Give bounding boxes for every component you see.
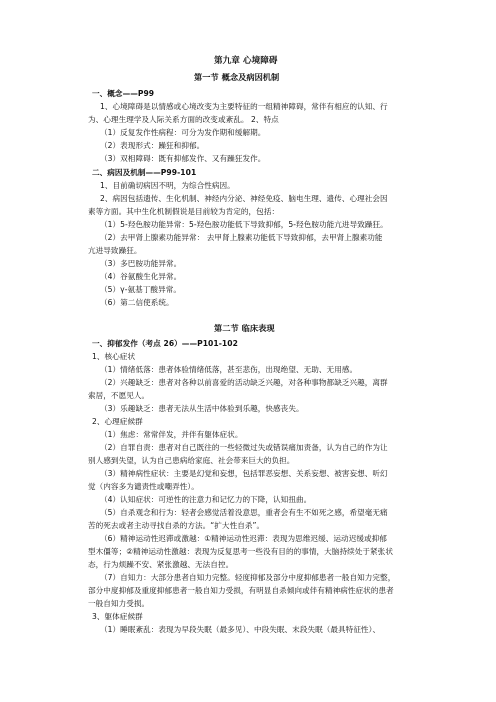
list-item: 一般自知力受损。 [88,599,150,608]
list-item: 觉（内容多为谴责性或嘲弄性）。 [88,482,199,491]
list-item: （3）多巴胺功能异常。 [100,259,182,268]
heading-etiology: 二、病因及机制——P99-101 [92,168,197,177]
subheading-psych-syndrome: 2、心理症候群 [92,417,143,426]
list-item: （4）谷氨酸生化异常。 [100,272,182,281]
list-item: 别人感到失望，认为自己患病给家庭、社会带来巨大的负担。 [88,456,295,465]
list-item: （1）情绪低落：患者体验情绪低落，甚至悲伤，出现绝望、无助、无用感。 [100,365,358,374]
list-item: 亢进导致躁狂。 [88,246,142,255]
list-item: （2）表现形式：躁狂和抑郁。 [100,141,205,150]
paragraph-line: 为、心理生理学及人际关系方面的改变或紊乱。 2、特点 [88,115,279,124]
list-item: （3）乐趣缺乏：患者无法从生活中体验到乐趣，快感丧失。 [100,404,304,413]
heading-depressive-episode: 一、抑郁发作（考点 26）——P101-102 [92,339,238,348]
list-item: 态，行为烦躁不安、紧张激越、无法自控。 [88,560,234,569]
list-item: （6）精神运动性迟滞或激越：①精神运动性迟滞：表现为思维迟缓、运动迟缓或抑郁 [100,534,387,543]
list-item: （4）认知症状：可逆性的注意力和记忆力的下降，认知扭曲。 [100,495,312,504]
subheading-somatic-syndrome: 3、躯体症候群 [92,612,143,621]
list-item: （3）双相障碍：既有抑郁发作、又有躁狂发作。 [100,154,266,163]
list-item: （6）第二信使系统。 [100,298,174,307]
paragraph-line: 1、心境障碍是以情感或心境改变为主要特征的一组精神障碍，常伴有相应的认知、行 [100,102,388,111]
list-item: （1）睡眠紊乱：表现为早段失眠（最多见）、中段失眠、末段失眠（最具特征性）、 [100,625,381,634]
list-item: （5）自杀观念和行为：轻者会感觉活着没意思，重者会有生不如死之感，希望毫无痛 [100,508,388,517]
section-2-title: 第二节 临床表现 [214,323,275,333]
paragraph-line: 1、目前确切病因不明，为综合性病因。 [100,181,235,190]
list-item: （2）自罪自责：患者对自己既往的一些轻微过失或错误痛加责备，认为自己的作为让 [100,443,388,452]
list-item: （1）5-羟色胺功能异常：5-羟色胺功能低下导致抑郁，5-羟色胺功能亢进导致躁狂。 [100,220,388,229]
list-item: 部分中度抑郁及重度抑郁患者一般自知力受损，有明显自杀倾向或伴有精神病性症状的患者 [88,586,394,595]
paragraph-line: 2、病因包括遗传、生化机制、神经内分泌、神经免疫、脑电生理、遗传、心理社会因 [100,194,388,203]
list-item: （1）反复发作性病程：可分为发作期和缓解期。 [100,128,266,137]
list-item: （3）精神病性症状：主要是幻觉和妄想，包括罪恶妄想、关系妄想、被害妄想、听幻 [100,469,388,478]
list-item: 型木僵等；②精神运动性激越：表现为反复思考一些没有目的的事情，大脑持续处于紧张状 [88,547,393,556]
list-item: （1）焦虑：常常伴发，并伴有躯体症状。 [100,430,243,439]
section-1-title: 第一节 概念及病因机制 [194,72,280,82]
list-item: 索居，不愿见人。 [88,391,150,400]
list-item: （5）γ-氨基丁酸异常。 [100,285,182,294]
list-item: 苦的死去或者主动寻找自杀的方法。“扩大性自杀”。 [88,521,265,530]
list-item: （2）兴趣缺乏：患者对各种以前喜爱的活动缺乏兴趣，对各种事物都缺乏兴趣，离群 [100,378,388,387]
list-item: （2）去甲肾上腺素功能异常： 去甲肾上腺素功能低下导致抑郁，去甲肾上腺素功能 [100,233,383,242]
heading-concept: 一、概念——P99 [92,89,155,98]
subheading-core-symptoms: 1、核心症状 [92,352,136,361]
paragraph-line: 素等方面。其中生化机制假说是目前较为肯定的，包括： [88,207,280,216]
list-item: （7）自知力：大部分患者自知力完整。轻度抑郁及部分中度抑郁患者一般自知力完整， [100,573,396,582]
chapter-title: 第九章 心境障碍 [214,56,278,66]
